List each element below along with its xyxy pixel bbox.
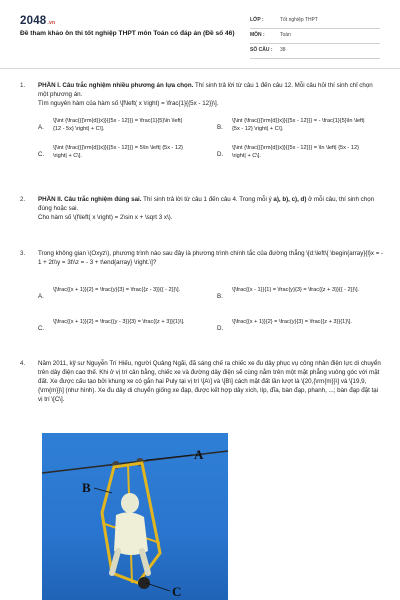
question-2 bbox=[20, 196, 384, 236]
question-number: 2. bbox=[20, 196, 26, 203]
figure-label-b: B bbox=[82, 480, 91, 495]
question-4 bbox=[20, 360, 384, 430]
worker-head bbox=[121, 493, 139, 513]
header-divider bbox=[0, 68, 400, 69]
meta-row-class: LỚP : Tốt nghiệp THPT bbox=[250, 14, 380, 29]
question-3-prompt: Trong không gian \(Oxyz\), phương trình nào sau đây là phương trình chính tắc của đường thẳng \[d:\left\{ \begin{array}{l}x = - 1 + 2t\\y = 3t\\z = - 3 + t\end{array} \right.\]? bbox=[38, 250, 384, 266]
exam-meta-table bbox=[250, 14, 380, 59]
question-4-text: Năm 2011, kỹ sư Nguyễn Trí Hiếu, người Quảng Ngãi, đã sáng chế ra chiếc xe đu dây phục vụ công nhân điện lực di chuyển trên dây điện cao thế. Khi ở vị trí cân bằng, chiếc xe và đường dây điện sẽ cùng nằm trên một mặt phẳng vuông góc với mặt đất. Xe được cấu tạo bởi khung xe có gắn hai Puly tại vị trí \[A\] và \[B\] cách mặt đất lần lượt là \[20,{\rm{m}}\] và \[19,9,{\rm{m}}\] (như hình). Xe đu dây di chuyển giống xe đạp, được kết hợp dây xích, líp, đĩa, bàn đạp, phanh, ...; bàn đạp đặt tại vị trí \[C\]. bbox=[38, 360, 381, 403]
question-1: 1. PHẦN I. Câu trắc nghiệm nhiều phương án lựa chọn. Thí sinh trả lời từ câu 1 đến câu 12. Mỗi câu hỏi thí sinh chỉ chọn một phương án. Tìm nguyên hàm của hàm số \[f\left( x \right) = \frac{1}{{5x - 12}}\]. A. \[\int {\frac{{{\rm{d}}x}}{{5x - 12}}} = \frac{1}{5}\ln \left| {12 - 5x} \right| + C\]. B. \[\int {\frac{{{\rm{d}}x}}{{5x - 12}}} = - \frac{1}{5}\ln \left| {5x - 12} \right| + C\]. C. \[\int {\frac{{{\rm{d}}x}}{{5x - 12}}} = 5\ln \left| {5x - 12} \right| + C\]. D. \[\int {\frac{{{\rm{d}}x}}{{5x - 12}}} = \ln \left| {5x - 12} \right| + C\]. bbox=[20, 82, 384, 182]
cable-car-photo bbox=[42, 433, 228, 600]
cable-car-illustration bbox=[42, 433, 228, 600]
figure-label-a: A bbox=[194, 447, 204, 462]
meta-row-question-count: SỐ CÂU : 38 bbox=[250, 44, 380, 59]
page-header bbox=[0, 0, 400, 66]
question-3: 3. Trong không gian \(Oxyz\), phương trình nào sau đây là phương trình chính tắc của đường thẳng \[d:\left\{ \begin{array}{l}x = - 1 + 2t\\y = 3t\\z = - 3 + t\end{array} \right.\]? A. \[\frac{{x + 1}}{2} = \frac{y}{3} = \frac{{z - 3}}{{ - 2}}\]. B. \[\frac{{x - 1}}{1} = \frac{y}{3} = \frac{{z + 3}}{{ - 2}}\]. C. \[\frac{{x + 1}}{2} = \frac{{y - 3}}{3} = \frac{{z + 3}}{1}\]. D. \[\frac{{x + 1}}{2} = \frac{y}{3} = \frac{{z + 3}}{1}\]. bbox=[20, 250, 384, 332]
meta-row-subject: MÔN : Toán bbox=[250, 29, 380, 44]
figure-label-c: C bbox=[172, 584, 182, 599]
question-2-prompt: Cho hàm số \(f\left( x \right) = 2\sin x + \sqrt 3 x\). bbox=[38, 213, 173, 221]
question-1-text: PHẦN I. Câu trắc nghiệm nhiều phương án lựa chọn. Thí sinh trả lời từ câu 1 đến câu 12. Mỗi câu hỏi thí sinh chỉ chọn một phương án. bbox=[38, 82, 373, 98]
pedal-wheel bbox=[138, 577, 150, 589]
question-number: 3. bbox=[20, 250, 26, 257]
question-number: 4. bbox=[20, 360, 26, 367]
site-logo[interactable]: 2048.vn bbox=[20, 15, 56, 27]
question-1-prompt: Tìm nguyên hàm của hàm số \[f\left( x \right) = \frac{1}{{5x - 12}}\]. bbox=[38, 99, 219, 107]
question-2-text: PHẦN II. Câu trắc nghiệm đúng sai. Thí sinh trả lời từ câu 1 đến câu 4. Trong mỗi ý a), b), c), d) ở mỗi câu, thí sinh chọn đúng hoặc sai. bbox=[38, 196, 375, 212]
document-title: Đề tham khảo ôn thi tốt nghiệp THPT môn Toán có đáp án (Đề số 46) bbox=[20, 30, 235, 37]
question-number: 1. bbox=[20, 82, 26, 89]
